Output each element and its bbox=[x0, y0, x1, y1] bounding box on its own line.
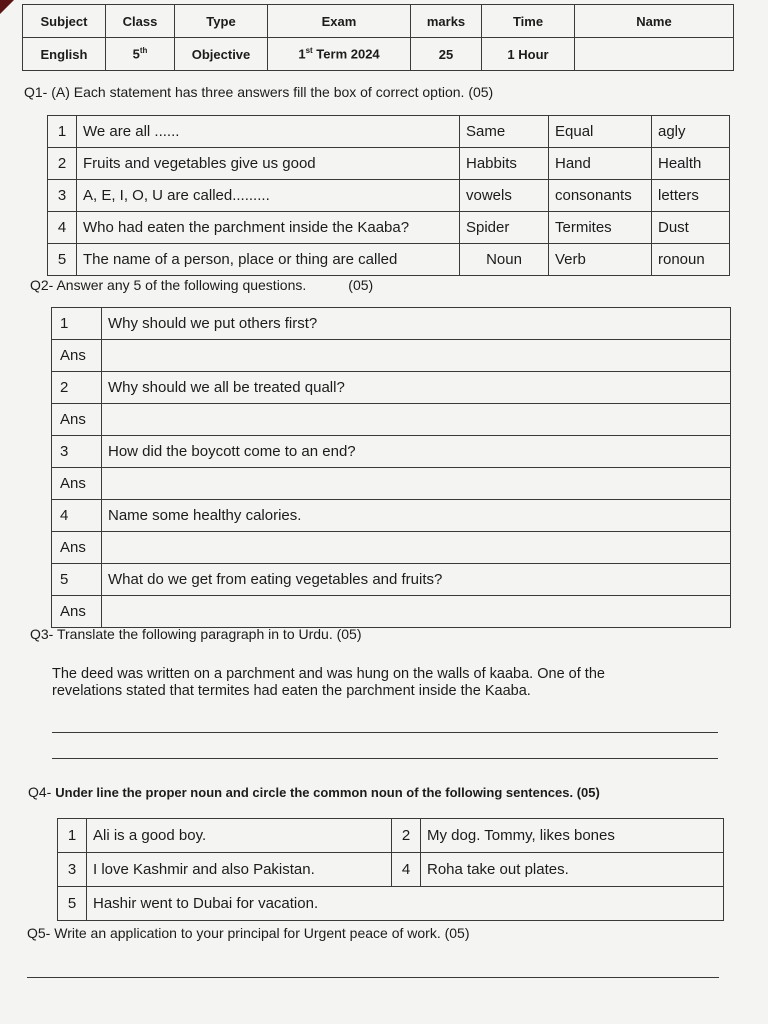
answer-field[interactable] bbox=[102, 404, 731, 436]
table-row bbox=[58, 887, 724, 921]
option-c[interactable]: ronoun bbox=[652, 244, 730, 276]
answer-field[interactable] bbox=[102, 468, 731, 500]
question-text: Name some healthy calories. bbox=[102, 500, 731, 532]
corner-mark bbox=[0, 0, 14, 14]
question-row bbox=[52, 372, 731, 404]
row-number: 2 bbox=[48, 148, 77, 180]
question-text: Why should we all be treated quall? bbox=[102, 372, 731, 404]
answer-line[interactable] bbox=[52, 758, 718, 759]
question-number: 4 bbox=[52, 500, 102, 532]
answer-label: Ans bbox=[52, 468, 102, 500]
header-subject-label: Subject bbox=[23, 5, 106, 38]
option-b[interactable]: consonants bbox=[549, 180, 652, 212]
header-type-value: Objective bbox=[175, 38, 268, 71]
row-number: 2 bbox=[392, 819, 421, 853]
question-row bbox=[52, 436, 731, 468]
q3-title: Q3- Translate the following paragraph in to Urdu. (05) bbox=[30, 626, 362, 642]
option-c[interactable]: agly bbox=[652, 116, 730, 148]
question-number: 2 bbox=[52, 372, 102, 404]
header-exam-label: Exam bbox=[268, 5, 411, 38]
answer-label: Ans bbox=[52, 532, 102, 564]
header-class-label: Class bbox=[106, 5, 175, 38]
answer-row bbox=[52, 340, 731, 372]
table-row bbox=[48, 116, 730, 148]
q2-table bbox=[51, 307, 731, 628]
option-a[interactable]: Habbits bbox=[460, 148, 549, 180]
question-row bbox=[52, 308, 731, 340]
sentence: Hashir went to Dubai for vacation. bbox=[87, 887, 724, 921]
answer-label: Ans bbox=[52, 404, 102, 436]
answer-row bbox=[52, 404, 731, 436]
option-b[interactable]: Equal bbox=[549, 116, 652, 148]
q1-title: Q1- (A) Each statement has three answers fill the box of correct option. (05) bbox=[24, 84, 494, 100]
answer-field[interactable] bbox=[102, 596, 731, 628]
table-row bbox=[48, 244, 730, 276]
header-subject-value: English bbox=[23, 38, 106, 71]
question-number: 1 bbox=[52, 308, 102, 340]
header-exam-value: 1st Term 2024 bbox=[268, 38, 411, 71]
statement: A, E, I, O, U are called......... bbox=[77, 180, 460, 212]
q4-title: Q4- Under line the proper noun and circle the common noun of the following sentences. (05) bbox=[28, 784, 600, 800]
sentence: I love Kashmir and also Pakistan. bbox=[87, 853, 392, 887]
option-a[interactable]: Spider bbox=[460, 212, 549, 244]
statement: We are all ...... bbox=[77, 116, 460, 148]
answer-row bbox=[52, 468, 731, 500]
sentence: Roha take out plates. bbox=[421, 853, 724, 887]
header-time-label: Time bbox=[482, 5, 575, 38]
q4-table bbox=[57, 818, 724, 921]
question-text: Why should we put others first? bbox=[102, 308, 731, 340]
answer-label: Ans bbox=[52, 596, 102, 628]
row-number: 5 bbox=[48, 244, 77, 276]
header-name-value[interactable] bbox=[575, 38, 734, 71]
header-name-label: Name bbox=[575, 5, 734, 38]
option-a[interactable]: Noun bbox=[460, 244, 549, 276]
row-number: 5 bbox=[58, 887, 87, 921]
table-row bbox=[58, 819, 724, 853]
row-number: 4 bbox=[392, 853, 421, 887]
answer-field[interactable] bbox=[102, 532, 731, 564]
option-c[interactable]: letters bbox=[652, 180, 730, 212]
sentence: My dog. Tommy, likes bones bbox=[421, 819, 724, 853]
option-c[interactable]: Dust bbox=[652, 212, 730, 244]
table-row bbox=[48, 148, 730, 180]
header-marks-label: marks bbox=[411, 5, 482, 38]
option-c[interactable]: Health bbox=[652, 148, 730, 180]
header-type-label: Type bbox=[175, 5, 268, 38]
option-b[interactable]: Verb bbox=[549, 244, 652, 276]
q3-paragraph bbox=[52, 666, 712, 700]
header-time-value: 1 Hour bbox=[482, 38, 575, 71]
answer-field[interactable] bbox=[102, 340, 731, 372]
q5-title: Q5- Write an application to your principal for Urgent peace of work. (05) bbox=[27, 925, 470, 941]
answer-label: Ans bbox=[52, 340, 102, 372]
row-number: 1 bbox=[58, 819, 87, 853]
answer-row bbox=[52, 596, 731, 628]
option-b[interactable]: Hand bbox=[549, 148, 652, 180]
header-class-value: 5th bbox=[106, 38, 175, 71]
answer-row bbox=[52, 532, 731, 564]
q3-line-1: The deed was written on a parchment and was hung on the walls of kaaba. One of the bbox=[52, 666, 605, 682]
table-row bbox=[48, 180, 730, 212]
table-row bbox=[58, 853, 724, 887]
table-row bbox=[48, 212, 730, 244]
row-number: 3 bbox=[58, 853, 87, 887]
option-a[interactable]: vowels bbox=[460, 180, 549, 212]
question-row bbox=[52, 564, 731, 596]
option-a[interactable]: Same bbox=[460, 116, 549, 148]
question-row bbox=[52, 500, 731, 532]
row-number: 3 bbox=[48, 180, 77, 212]
q1-table bbox=[47, 115, 730, 276]
option-b[interactable]: Termites bbox=[549, 212, 652, 244]
row-number: 1 bbox=[48, 116, 77, 148]
question-text: How did the boycott come to an end? bbox=[102, 436, 731, 468]
statement: Fruits and vegetables give us good bbox=[77, 148, 460, 180]
row-number: 4 bbox=[48, 212, 77, 244]
q2-marks: (05) bbox=[348, 277, 374, 293]
sentence: Ali is a good boy. bbox=[87, 819, 392, 853]
statement: The name of a person, place or thing are called bbox=[77, 244, 460, 276]
q2-title: Q2- Answer any 5 of the following questions. (05) bbox=[30, 277, 374, 293]
statement: Who had eaten the parchment inside the Kaaba? bbox=[77, 212, 460, 244]
answer-line[interactable] bbox=[27, 977, 719, 978]
header-marks-value: 25 bbox=[411, 38, 482, 71]
question-text: What do we get from eating vegetables and fruits? bbox=[102, 564, 731, 596]
question-number: 5 bbox=[52, 564, 102, 596]
q3-line-2: revelations stated that termites had eaten the parchment inside the Kaaba. bbox=[52, 683, 531, 699]
header-table bbox=[22, 4, 734, 71]
question-number: 3 bbox=[52, 436, 102, 468]
answer-line[interactable] bbox=[52, 732, 718, 733]
